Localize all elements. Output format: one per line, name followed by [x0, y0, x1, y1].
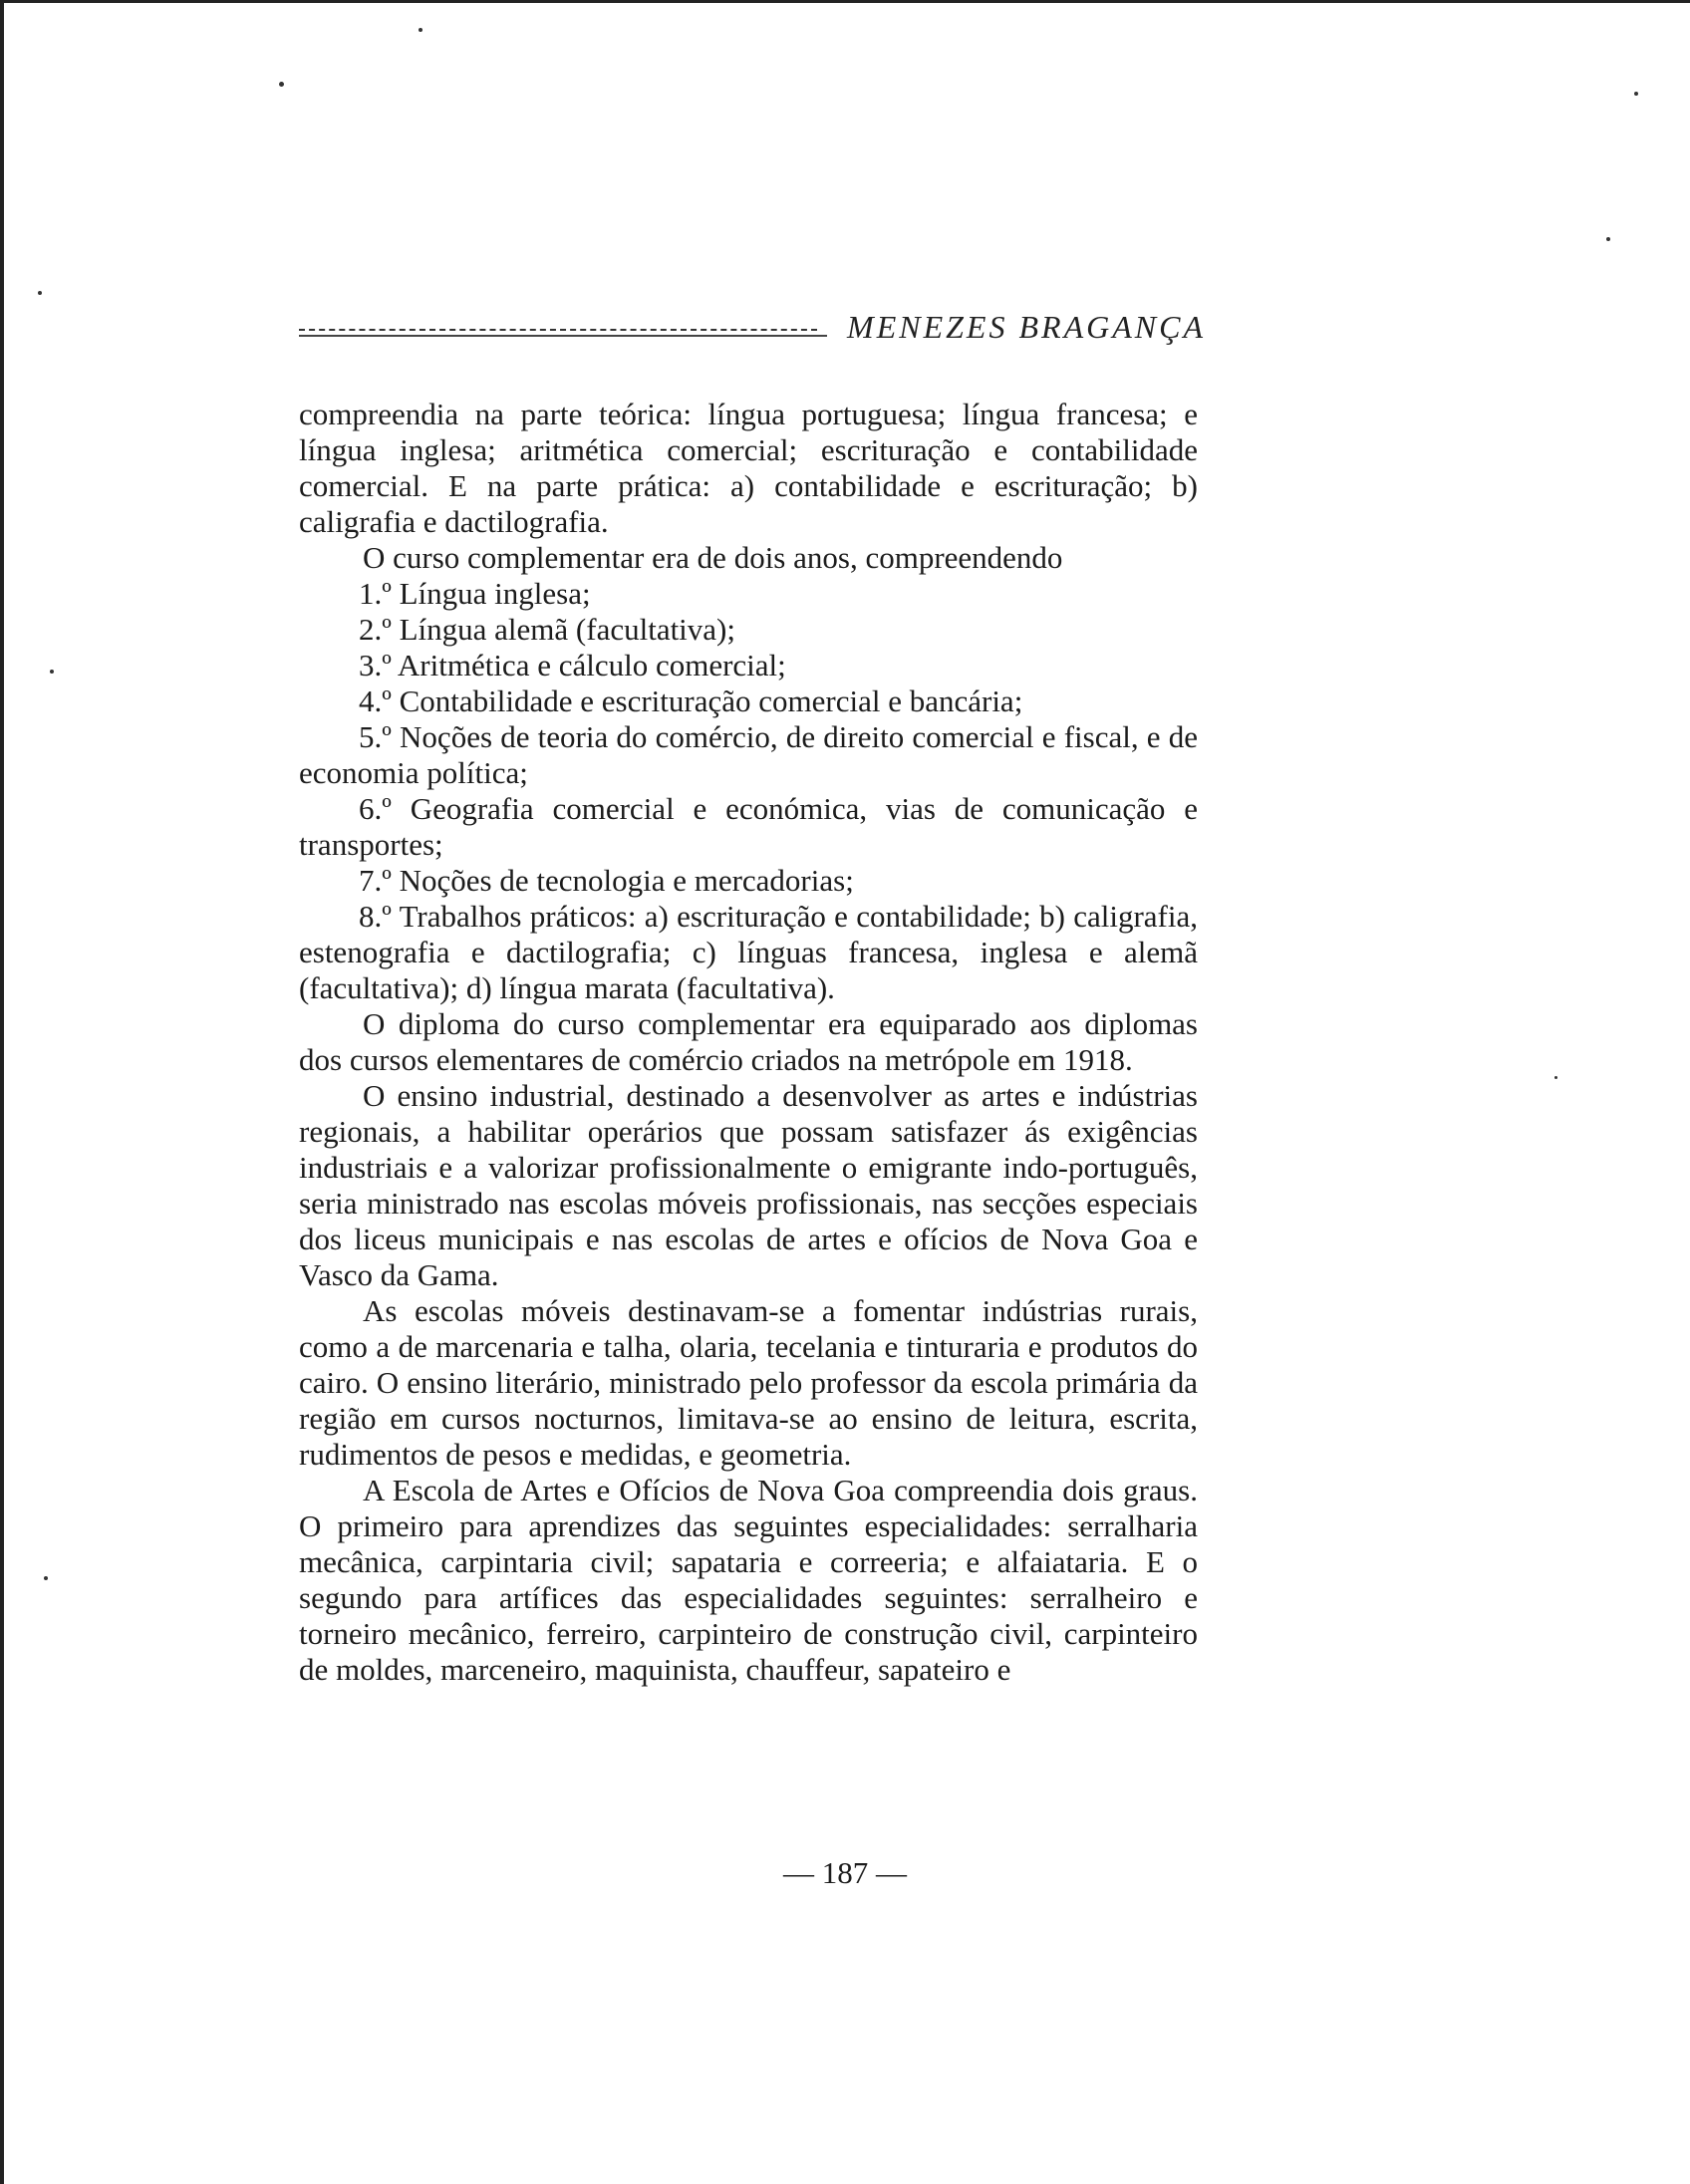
list-item-5: 5.º Noções de teoria do comércio, de direito comercial e fiscal, e de economia política; [299, 719, 1198, 790]
scan-speck [44, 1576, 48, 1580]
page-header [299, 309, 1206, 355]
paragraph-4: O ensino industrial, destinado a desenvolver as artes e indústrias regionais, a habilitar operários que possam satisfazer ás exigências industriais e a valorizar profissionalmente o emigrante indo-português, seria ministrado nas escolas móveis profissionais, nas secções especiais dos liceus municipais e nas escolas de artes e ofícios de Nova Goa e Vasco da Gama. [299, 1078, 1198, 1292]
paragraph-3: O diploma do curso complementar era equiparado aos diplomas dos cursos elementares de comércio criados na metrópole em 1918. [299, 1006, 1198, 1077]
scan-speck [1634, 92, 1638, 96]
running-title: MENEZES BRAGANÇA [847, 309, 1206, 345]
scan-edge-top [0, 0, 1690, 13]
scan-speck [1606, 237, 1610, 241]
paragraph-6: A Escola de Artes e Ofícios de Nova Goa compreendia dois graus. O primeiro para aprendizes das seguintes especialidades: serralharia mecânica, carpintaria civil; sapataria e correeria; e alfaiataria. E o segundo para artífices das especialidades seguintes: serralheiro e torneiro mecânico, ferreiro, carpinteiro de construção civil, carpinteiro de moldes, marceneiro, maquinista, chauffeur, sapateiro e [299, 1473, 1198, 1687]
list-item-6: 6.º Geografia comercial e económica, vias de comunicação e transportes; [299, 791, 1198, 862]
body-text [299, 397, 1198, 1688]
scan-speck [1554, 1076, 1557, 1079]
list-item-4: 4.º Contabilidade e escrituração comercial e bancária; [359, 683, 1023, 718]
list-item-3: 3.º Aritmética e cálculo comercial; [359, 648, 786, 682]
paragraph-5: As escolas móveis destinavam-se a fomentar indústrias rurais, como a de marcenaria e talha, olaria, tecelania e tinturaria e produtos do cairo. O ensino literário, ministrado pelo professor da escola primária da região em cursos nocturnos, limitava-se ao ensino de leitura, escrita, rudimentos de pesos e medidas, e geometria. [299, 1293, 1198, 1472]
scan-speck [419, 28, 422, 32]
header-rule-lower [299, 335, 827, 337]
list-item-7: 7.º Noções de tecnologia e mercadorias; [359, 863, 854, 898]
header-rule [299, 329, 817, 331]
list-item-2: 2.º Língua alemã (facultativa); [359, 612, 735, 647]
paragraph-1: compreendia na parte teórica: língua portuguesa; língua francesa; e língua inglesa; aritmética comercial; escrituração e contabilidade comercial. E na parte prática: a) contabilidade e escrituração; b) caligrafia e dactilografia. [299, 397, 1198, 539]
page-number: — 187 — [783, 1855, 907, 1890]
paragraph-2: O curso complementar era de dois anos, compreendendo [363, 540, 1063, 575]
scan-speck [50, 670, 54, 674]
list-item-1: 1.º Língua inglesa; [359, 576, 591, 611]
scan-speck [279, 82, 284, 87]
list-item-8: 8.º Trabalhos práticos: a) escrituração e contabilidade; b) caligrafia, estenografia e dactilografia; c) línguas francesa, inglesa e alemã (facultativa); d) língua marata (facultativa). [299, 899, 1198, 1005]
scan-speck [38, 291, 42, 295]
